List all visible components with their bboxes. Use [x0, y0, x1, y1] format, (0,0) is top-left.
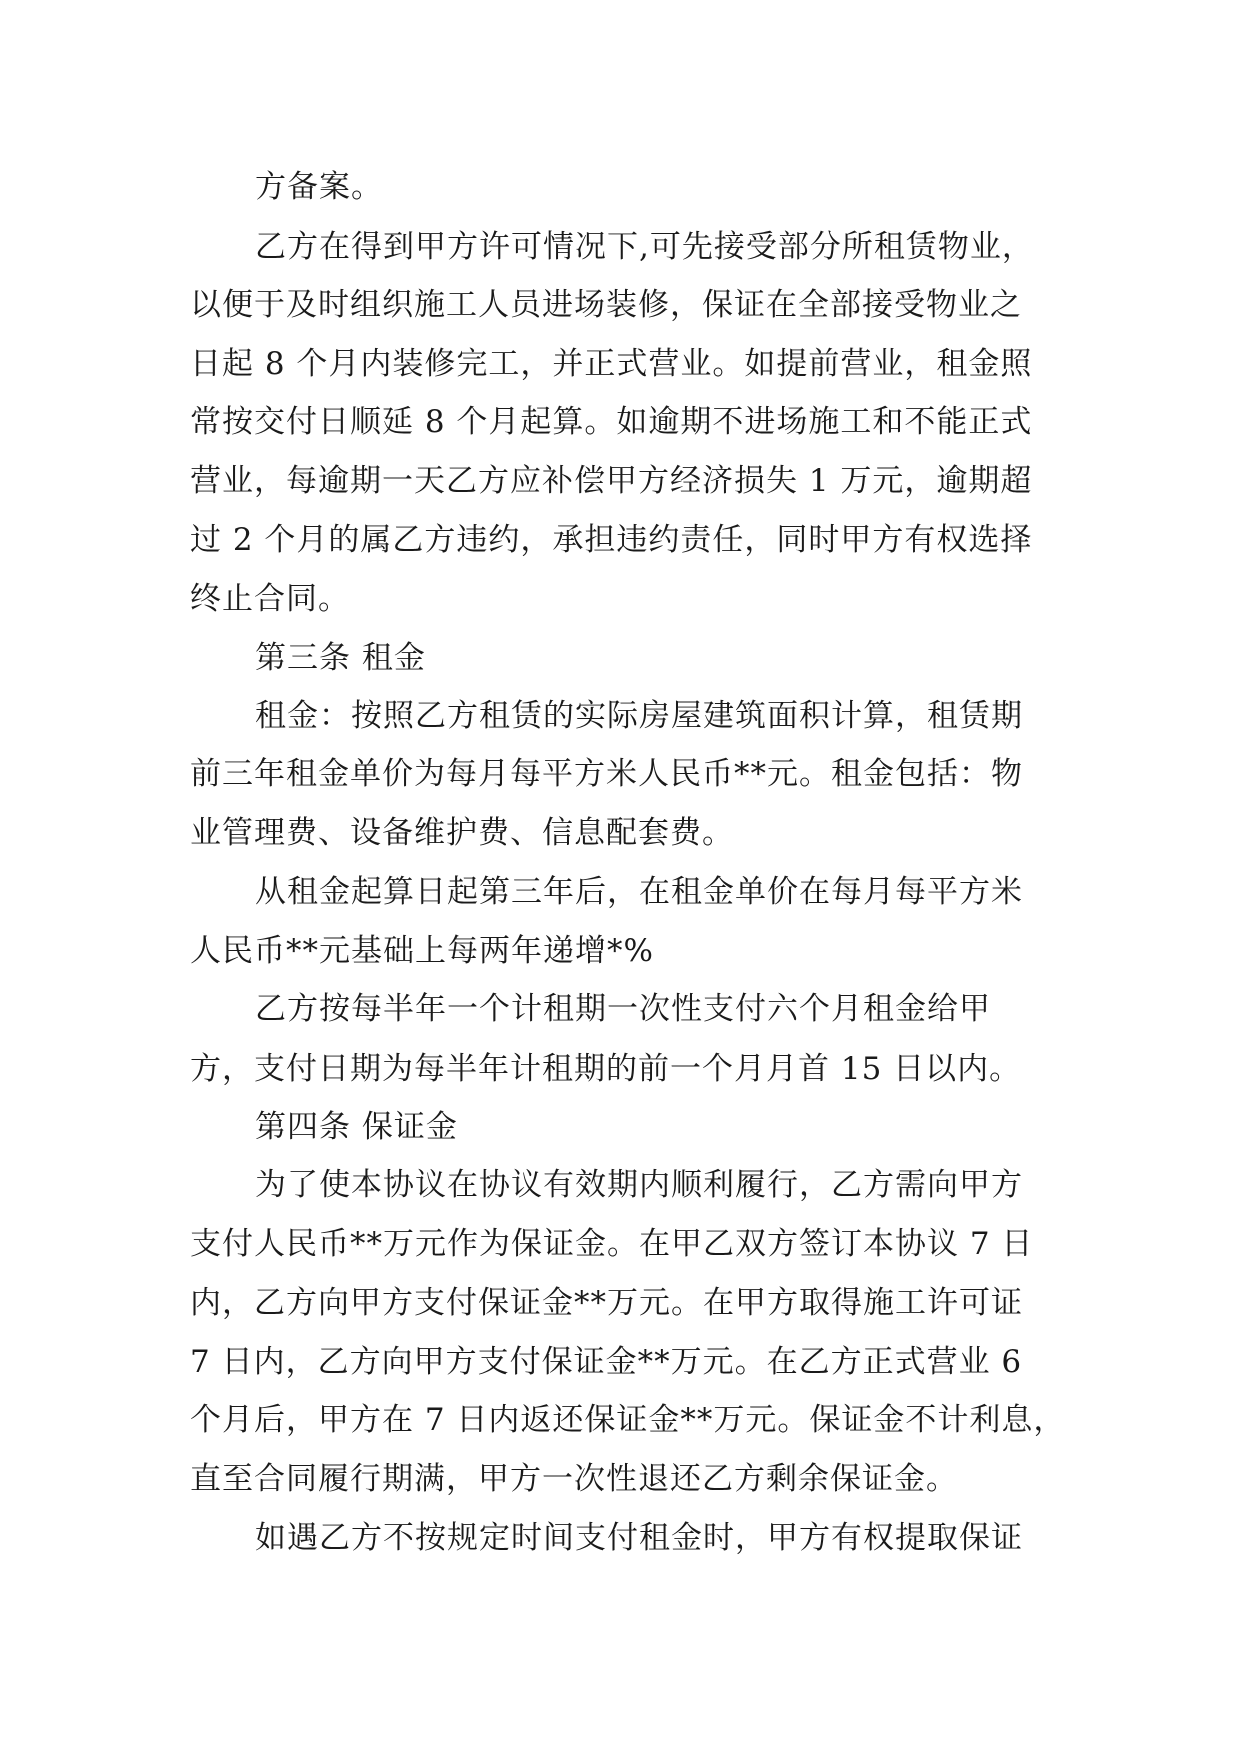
text-line: 从租金起算日起第三年后，在租金单价在每月每平方米 — [255, 874, 1023, 910]
text-line: 内，乙方向甲方支付保证金**万元。在甲方取得施工许可证 — [190, 1285, 1023, 1321]
text-line: 终止合同。 — [190, 581, 350, 617]
text-line: 为了使本协议在协议有效期内顺利履行，乙方需向甲方 — [255, 1167, 1023, 1203]
text-line: 如遇乙方不按规定时间支付租金时，甲方有权提取保证 — [255, 1520, 1023, 1556]
text-line: 方，支付日期为每半年计租期的前一个月月首 15 日以内。 — [190, 1051, 1022, 1087]
text-line: 人民币**元基础上每两年递增*% — [190, 933, 654, 969]
text-line: 乙方在得到甲方许可情况下,可先接受部分所租赁物业， — [255, 229, 1034, 265]
text-line: 支付人民币**万元作为保证金。在甲乙双方签订本协议 7 日 — [190, 1226, 1034, 1262]
text-line: 前三年租金单价为每月每平方米人民币**元。租金包括：物 — [190, 756, 1023, 792]
text-line: 过 2 个月的属乙方违约，承担违约责任，同时甲方有权选择 — [190, 522, 1033, 558]
text-line: 租金：按照乙方租赁的实际房屋建筑面积计算，租赁期 — [255, 698, 1023, 734]
text-line: 常按交付日顺延 8 个月起算。如逾期不进场施工和不能正式 — [190, 404, 1033, 440]
section-heading: 第四条 保证金 — [255, 1109, 458, 1145]
text-line: 直至合同履行期满，甲方一次性退还乙方剩余保证金。 — [190, 1461, 958, 1497]
section-heading: 第三条 租金 — [255, 640, 426, 676]
text-line: 以便于及时组织施工人员进场装修，保证在全部接受物业之 — [190, 287, 1022, 323]
text-line: 日起 8 个月内装修完工，并正式营业。如提前营业，租金照 — [190, 346, 1033, 382]
text-line: 个月后，甲方在 7 日内返还保证金**万元。保证金不计利息， — [190, 1402, 1066, 1438]
text-line: 7 日内，乙方向甲方支付保证金**万元。在乙方正式营业 6 — [190, 1344, 1023, 1380]
text-line: 营业，每逾期一天乙方应补偿甲方经济损失 1 万元，逾期超 — [190, 463, 1033, 499]
text-line: 业管理费、设备维护费、信息配套费。 — [190, 815, 734, 851]
text-line: 方备案。 — [255, 169, 383, 205]
text-line: 乙方按每半年一个计租期一次性支付六个月租金给甲 — [255, 991, 991, 1027]
